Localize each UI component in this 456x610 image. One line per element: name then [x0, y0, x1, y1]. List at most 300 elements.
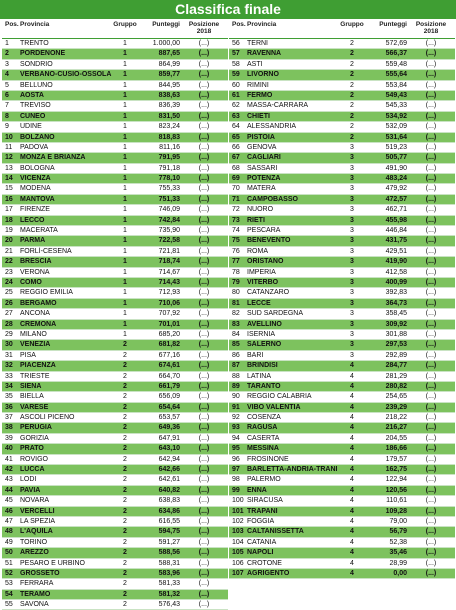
cell-pos: 66	[232, 143, 240, 151]
cell-posizione: (...)	[198, 351, 210, 359]
table-row	[229, 444, 455, 454]
table-row	[229, 330, 455, 340]
cell-pos: 85	[232, 341, 240, 349]
table-row	[2, 81, 228, 91]
header-posizione	[182, 21, 226, 35]
cell-punteggi: 791,18	[158, 164, 180, 172]
table-row	[2, 164, 228, 174]
cell-provincia: ALESSANDRIA	[247, 123, 297, 131]
cell-punteggi: 412,58	[385, 268, 407, 276]
cell-pos: 39	[5, 434, 13, 442]
cell-posizione: (...)	[198, 497, 210, 505]
table-row	[2, 257, 228, 267]
cell-punteggi: 649,36	[158, 424, 180, 432]
table-row	[229, 423, 455, 433]
cell-posizione: (...)	[198, 559, 210, 567]
table-row	[229, 455, 455, 465]
cell-punteggi: 35,46	[389, 549, 407, 557]
cell-posizione: (...)	[425, 372, 437, 380]
cell-punteggi: 553,84	[385, 81, 407, 89]
cell-posizione: (...)	[198, 466, 210, 474]
cell-punteggi: 392,83	[385, 289, 407, 297]
cell-pos: 102	[232, 517, 244, 525]
cell-gruppo: 2	[350, 123, 354, 131]
table-header	[2, 21, 228, 39]
cell-posizione: (...)	[198, 580, 210, 588]
cell-punteggi: 742,84	[158, 216, 180, 224]
header-pos: Pos.	[5, 21, 19, 28]
cell-pos: 15	[5, 185, 13, 193]
table-row	[229, 133, 455, 143]
cell-provincia: VICENZA	[20, 175, 51, 183]
cell-posizione: (...)	[425, 310, 437, 318]
cell-punteggi: 110,61	[386, 497, 407, 505]
cell-posizione: (...)	[425, 434, 437, 442]
cell-posizione: (...)	[198, 310, 210, 318]
cell-punteggi: 218,22	[385, 414, 407, 422]
cell-provincia: SUD SARDEGNA	[247, 310, 304, 318]
cell-pos: 104	[232, 538, 244, 546]
cell-pos: 1	[5, 40, 9, 47]
table-row	[2, 247, 228, 257]
table-row	[2, 569, 228, 579]
cell-punteggi: 653,57	[158, 414, 180, 422]
cell-gruppo: 2	[123, 486, 127, 494]
header-posizione-label: Posizione	[188, 21, 220, 28]
header-pos: Pos.	[232, 21, 246, 28]
table-row	[2, 351, 228, 361]
table-row	[229, 247, 455, 257]
cell-gruppo: 3	[350, 195, 354, 203]
cell-posizione: (...)	[425, 538, 437, 546]
cell-posizione: (...)	[198, 341, 210, 349]
cell-punteggi: 674,61	[158, 362, 180, 370]
cell-punteggi: 446,84	[385, 227, 407, 235]
cell-gruppo: 4	[350, 362, 354, 370]
cell-punteggi: 531,64	[385, 133, 407, 141]
cell-gruppo: 3	[350, 320, 354, 328]
cell-posizione: (...)	[198, 424, 210, 432]
cell-pos: 71	[232, 195, 240, 203]
cell-posizione: (...)	[425, 486, 437, 494]
cell-punteggi: 429,51	[385, 247, 407, 255]
cell-posizione: (...)	[198, 517, 210, 525]
table-row	[2, 559, 228, 569]
cell-posizione: (...)	[198, 414, 210, 422]
cell-provincia: POTENZA	[247, 175, 281, 183]
cell-posizione: (...)	[425, 227, 437, 235]
cell-posizione: (...)	[425, 330, 437, 338]
cell-provincia: ROMA	[247, 247, 268, 255]
table-row	[229, 475, 455, 485]
table-row	[2, 434, 228, 444]
cell-pos: 53	[5, 580, 13, 588]
cell-punteggi: 864,99	[158, 60, 180, 68]
cell-posizione: (...)	[425, 559, 437, 567]
header-posizione-year: 2018	[423, 28, 439, 35]
cell-pos: 87	[232, 362, 240, 370]
table-row	[2, 392, 228, 402]
cell-gruppo: 4	[350, 517, 354, 525]
cell-provincia: PADOVA	[20, 143, 49, 151]
cell-posizione: (...)	[198, 227, 210, 235]
cell-gruppo: 3	[350, 154, 354, 162]
cell-gruppo: 3	[350, 216, 354, 224]
cell-punteggi: 661,79	[158, 382, 180, 390]
table-row	[2, 70, 228, 80]
cell-gruppo: 1	[123, 123, 127, 131]
cell-punteggi: 419,90	[385, 258, 407, 266]
cell-pos: 67	[232, 154, 240, 162]
cell-gruppo: 1	[123, 102, 127, 110]
cell-provincia: LECCO	[20, 216, 45, 224]
cell-posizione: (...)	[425, 258, 437, 266]
cell-provincia: BOLZANO	[20, 133, 55, 141]
cell-provincia: ASCOLI PICENO	[20, 414, 75, 422]
cell-pos: 76	[232, 247, 240, 255]
cell-pos: 45	[5, 497, 13, 505]
cell-gruppo: 2	[123, 403, 127, 411]
cell-pos: 54	[5, 590, 13, 598]
table-row	[229, 486, 455, 496]
cell-provincia: FROSINONE	[247, 455, 289, 463]
cell-gruppo: 2	[123, 424, 127, 432]
cell-pos: 70	[232, 185, 240, 193]
cell-punteggi: 292,89	[385, 351, 407, 359]
table-row	[229, 372, 455, 382]
cell-posizione: (...)	[425, 71, 437, 79]
cell-gruppo: 2	[123, 601, 127, 609]
table-row	[2, 361, 228, 371]
cell-pos: 2	[5, 50, 9, 58]
cell-gruppo: 4	[350, 445, 354, 453]
cell-pos: 79	[232, 278, 240, 286]
cell-posizione: (...)	[198, 476, 210, 484]
cell-punteggi: 831,50	[158, 112, 180, 120]
cell-provincia: PERUGIA	[20, 424, 52, 432]
cell-posizione: (...)	[425, 528, 437, 536]
cell-gruppo: 1	[123, 71, 127, 79]
table-row	[229, 257, 455, 267]
cell-provincia: CHIETI	[247, 112, 270, 120]
cell-punteggi: 555,64	[385, 71, 407, 79]
cell-posizione: (...)	[425, 50, 437, 58]
cell-posizione: (...)	[198, 60, 210, 68]
cell-provincia: MANTOVA	[20, 195, 55, 203]
cell-gruppo: 1	[123, 185, 127, 193]
cell-provincia: RIETI	[247, 216, 265, 224]
cell-provincia: CROTONE	[247, 559, 282, 567]
table-row	[229, 278, 455, 288]
cell-punteggi: 755,33	[158, 185, 180, 193]
cell-pos: 75	[232, 237, 240, 245]
cell-gruppo: 4	[350, 569, 354, 577]
cell-punteggi: 120,56	[385, 486, 407, 494]
cell-provincia: SASSARI	[247, 164, 278, 172]
cell-gruppo: 1	[123, 320, 127, 328]
table-row	[2, 268, 228, 278]
cell-provincia: ANCONA	[20, 310, 50, 318]
cell-punteggi: 640,82	[158, 486, 180, 494]
cell-provincia: CATANIA	[247, 538, 277, 546]
cell-posizione: (...)	[425, 237, 437, 245]
cell-pos: 83	[232, 320, 240, 328]
cell-posizione: (...)	[198, 403, 210, 411]
table-row	[229, 205, 455, 215]
cell-provincia: BIELLA	[20, 393, 44, 401]
cell-pos: 103	[232, 528, 244, 536]
header-punteggi: Punteggi	[152, 21, 180, 28]
table-row	[229, 507, 455, 517]
cell-pos: 38	[5, 424, 13, 432]
cell-posizione: (...)	[425, 102, 437, 110]
cell-punteggi: 534,92	[385, 112, 407, 120]
cell-posizione: (...)	[425, 268, 437, 276]
cell-punteggi: 778,10	[158, 175, 180, 183]
table-row	[229, 361, 455, 371]
cell-posizione: (...)	[425, 40, 437, 47]
cell-punteggi: 204,55	[385, 434, 407, 442]
cell-posizione: (...)	[198, 590, 210, 598]
cell-posizione: (...)	[198, 372, 210, 380]
cell-posizione: (...)	[198, 40, 210, 47]
cell-gruppo: 1	[123, 133, 127, 141]
cell-gruppo: 4	[350, 382, 354, 390]
cell-posizione: (...)	[198, 247, 210, 255]
page-title: Classifica finale	[0, 0, 456, 19]
cell-pos: 94	[232, 434, 240, 442]
cell-posizione: (...)	[425, 299, 437, 307]
cell-gruppo: 2	[350, 133, 354, 141]
cell-pos: 51	[5, 559, 13, 567]
cell-provincia: CASERTA	[247, 434, 280, 442]
cell-provincia: LODI	[20, 476, 37, 484]
cell-punteggi: 710,06	[158, 299, 180, 307]
cell-posizione: (...)	[198, 195, 210, 203]
cell-posizione: (...)	[425, 351, 437, 359]
cell-provincia: FORLÌ-CESENA	[20, 247, 72, 255]
cell-provincia: L'AQUILA	[20, 528, 53, 536]
cell-posizione: (...)	[198, 507, 210, 515]
cell-gruppo: 1	[123, 175, 127, 183]
cell-pos: 41	[5, 455, 13, 463]
cell-pos: 64	[232, 123, 240, 131]
cell-punteggi: 455,98	[385, 216, 407, 224]
cell-provincia: AVELLINO	[247, 320, 282, 328]
cell-provincia: MONZA E BRIANZA	[20, 154, 86, 162]
cell-posizione: (...)	[198, 91, 210, 99]
table-row	[229, 559, 455, 569]
cell-gruppo: 2	[123, 497, 127, 505]
cell-punteggi: 162,75	[385, 466, 407, 474]
cell-punteggi: 581,33	[158, 580, 180, 588]
table-row	[229, 39, 455, 49]
table-row	[229, 153, 455, 163]
cell-posizione: (...)	[425, 195, 437, 203]
cell-posizione: (...)	[198, 268, 210, 276]
cell-provincia: SIENA	[20, 382, 42, 390]
cell-posizione: (...)	[425, 143, 437, 151]
cell-posizione: (...)	[425, 185, 437, 193]
cell-pos: 3	[5, 60, 9, 68]
cell-gruppo: 1	[123, 195, 127, 203]
cell-gruppo: 4	[350, 434, 354, 442]
cell-pos: 93	[232, 424, 240, 432]
cell-gruppo: 1	[123, 330, 127, 338]
cell-pos: 43	[5, 476, 13, 484]
cell-punteggi: 0,00	[393, 569, 407, 577]
table-row	[229, 164, 455, 174]
cell-punteggi: 280,82	[385, 382, 407, 390]
cell-posizione: (...)	[198, 164, 210, 172]
cell-gruppo: 1	[123, 40, 127, 47]
cell-posizione: (...)	[198, 445, 210, 453]
cell-pos: 8	[5, 112, 9, 120]
cell-punteggi: 591,27	[158, 538, 180, 546]
cell-provincia: TARANTO	[247, 382, 281, 390]
cell-gruppo: 4	[350, 486, 354, 494]
cell-posizione: (...)	[198, 538, 210, 546]
cell-gruppo: 2	[123, 538, 127, 546]
cell-gruppo: 3	[350, 185, 354, 193]
cell-punteggi: 685,20	[158, 330, 180, 338]
cell-gruppo: 1	[123, 258, 127, 266]
cell-gruppo: 4	[350, 455, 354, 463]
cell-punteggi: 818,83	[158, 133, 180, 141]
header-posizione-label: Posizione	[415, 21, 447, 28]
cell-punteggi: 859,77	[158, 71, 180, 79]
cell-provincia: FIRENZE	[20, 206, 50, 214]
cell-posizione: (...)	[198, 185, 210, 193]
cell-pos: 107	[232, 569, 244, 577]
cell-provincia: BELLUNO	[20, 81, 53, 89]
table-row	[2, 236, 228, 246]
cell-provincia: BERGAMO	[20, 299, 57, 307]
table-row	[2, 216, 228, 226]
table-row	[229, 60, 455, 70]
cell-provincia: LIVORNO	[247, 71, 279, 79]
cell-gruppo: 4	[350, 466, 354, 474]
cell-pos: 34	[5, 382, 13, 390]
table-row	[2, 91, 228, 101]
table-row	[229, 49, 455, 59]
table-row	[2, 133, 228, 143]
cell-gruppo: 2	[123, 528, 127, 536]
table-row	[2, 527, 228, 537]
cell-punteggi: 616,55	[158, 517, 180, 525]
header-posizione-year: 2018	[196, 28, 212, 35]
cell-pos: 7	[5, 102, 9, 110]
cell-pos: 72	[232, 206, 240, 214]
cell-posizione: (...)	[198, 382, 210, 390]
table-row	[2, 579, 228, 589]
cell-gruppo: 2	[350, 81, 354, 89]
cell-punteggi: 583,96	[158, 569, 180, 577]
cell-provincia: VERCELLI	[20, 507, 55, 515]
table-row	[2, 372, 228, 382]
cell-punteggi: 701,01	[158, 320, 180, 328]
cell-gruppo: 1	[123, 268, 127, 276]
table-row	[229, 434, 455, 444]
cell-punteggi: 844,95	[158, 81, 180, 89]
table-row	[2, 507, 228, 517]
cell-pos: 101	[232, 507, 244, 515]
header-gruppo: Gruppo	[340, 21, 364, 28]
cell-gruppo: 1	[123, 81, 127, 89]
table-row	[2, 444, 228, 454]
cell-gruppo: 3	[350, 175, 354, 183]
cell-provincia: RAGUSA	[247, 424, 278, 432]
cell-posizione: (...)	[425, 517, 437, 525]
cell-pos: 91	[232, 403, 240, 411]
cell-punteggi: 836,39	[158, 102, 180, 110]
cell-punteggi: 431,75	[385, 237, 407, 245]
cell-gruppo: 4	[350, 372, 354, 380]
cell-punteggi: 462,71	[385, 206, 407, 214]
table-row	[2, 122, 228, 132]
cell-provincia: COSENZA	[247, 414, 281, 422]
cell-pos: 57	[232, 50, 240, 58]
cell-provincia: BENEVENTO	[247, 237, 291, 245]
cell-pos: 61	[232, 91, 240, 99]
cell-pos: 31	[5, 351, 13, 359]
cell-pos: 86	[232, 351, 240, 359]
cell-punteggi: 1.000,00	[152, 40, 180, 47]
cell-provincia: TERAMO	[20, 590, 51, 598]
cell-gruppo: 2	[123, 455, 127, 463]
cell-provincia: MASSA-CARRARA	[247, 102, 309, 110]
cell-punteggi: 887,65	[158, 50, 180, 58]
cell-provincia: VIBO VALENTIA	[247, 403, 301, 411]
cell-gruppo: 4	[350, 549, 354, 557]
cell-gruppo: 1	[123, 206, 127, 214]
cell-gruppo: 3	[350, 278, 354, 286]
table-row	[229, 413, 455, 423]
cell-posizione: (...)	[198, 133, 210, 141]
cell-provincia: NOVARA	[20, 497, 50, 505]
cell-posizione: (...)	[425, 424, 437, 432]
cell-provincia: REGGIO CALABRIA	[247, 393, 312, 401]
cell-posizione: (...)	[198, 154, 210, 162]
table-row	[2, 496, 228, 506]
cell-punteggi: 281,29	[385, 372, 407, 380]
cell-punteggi: 634,86	[158, 507, 180, 515]
cell-pos: 65	[232, 133, 240, 141]
cell-gruppo: 1	[123, 164, 127, 172]
cell-posizione: (...)	[198, 81, 210, 89]
cell-posizione: (...)	[198, 393, 210, 401]
header-provincia: Provincia	[247, 21, 277, 28]
cell-gruppo: 2	[123, 559, 127, 567]
table-row	[2, 226, 228, 236]
cell-punteggi: 594,75	[158, 528, 180, 536]
table-row	[229, 184, 455, 194]
cell-provincia: PALERMO	[247, 476, 281, 484]
cell-pos: 35	[5, 393, 13, 401]
cell-pos: 12	[5, 154, 13, 162]
table-row	[229, 351, 455, 361]
table-row	[2, 184, 228, 194]
cell-pos: 96	[232, 455, 240, 463]
cell-gruppo: 4	[350, 538, 354, 546]
header-provincia: Provincia	[20, 21, 50, 28]
cell-posizione: (...)	[198, 112, 210, 120]
cell-provincia: PORDENONE	[20, 50, 66, 58]
cell-gruppo: 2	[123, 393, 127, 401]
table-row	[229, 91, 455, 101]
cell-provincia: LECCE	[247, 299, 271, 307]
table-row	[229, 309, 455, 319]
